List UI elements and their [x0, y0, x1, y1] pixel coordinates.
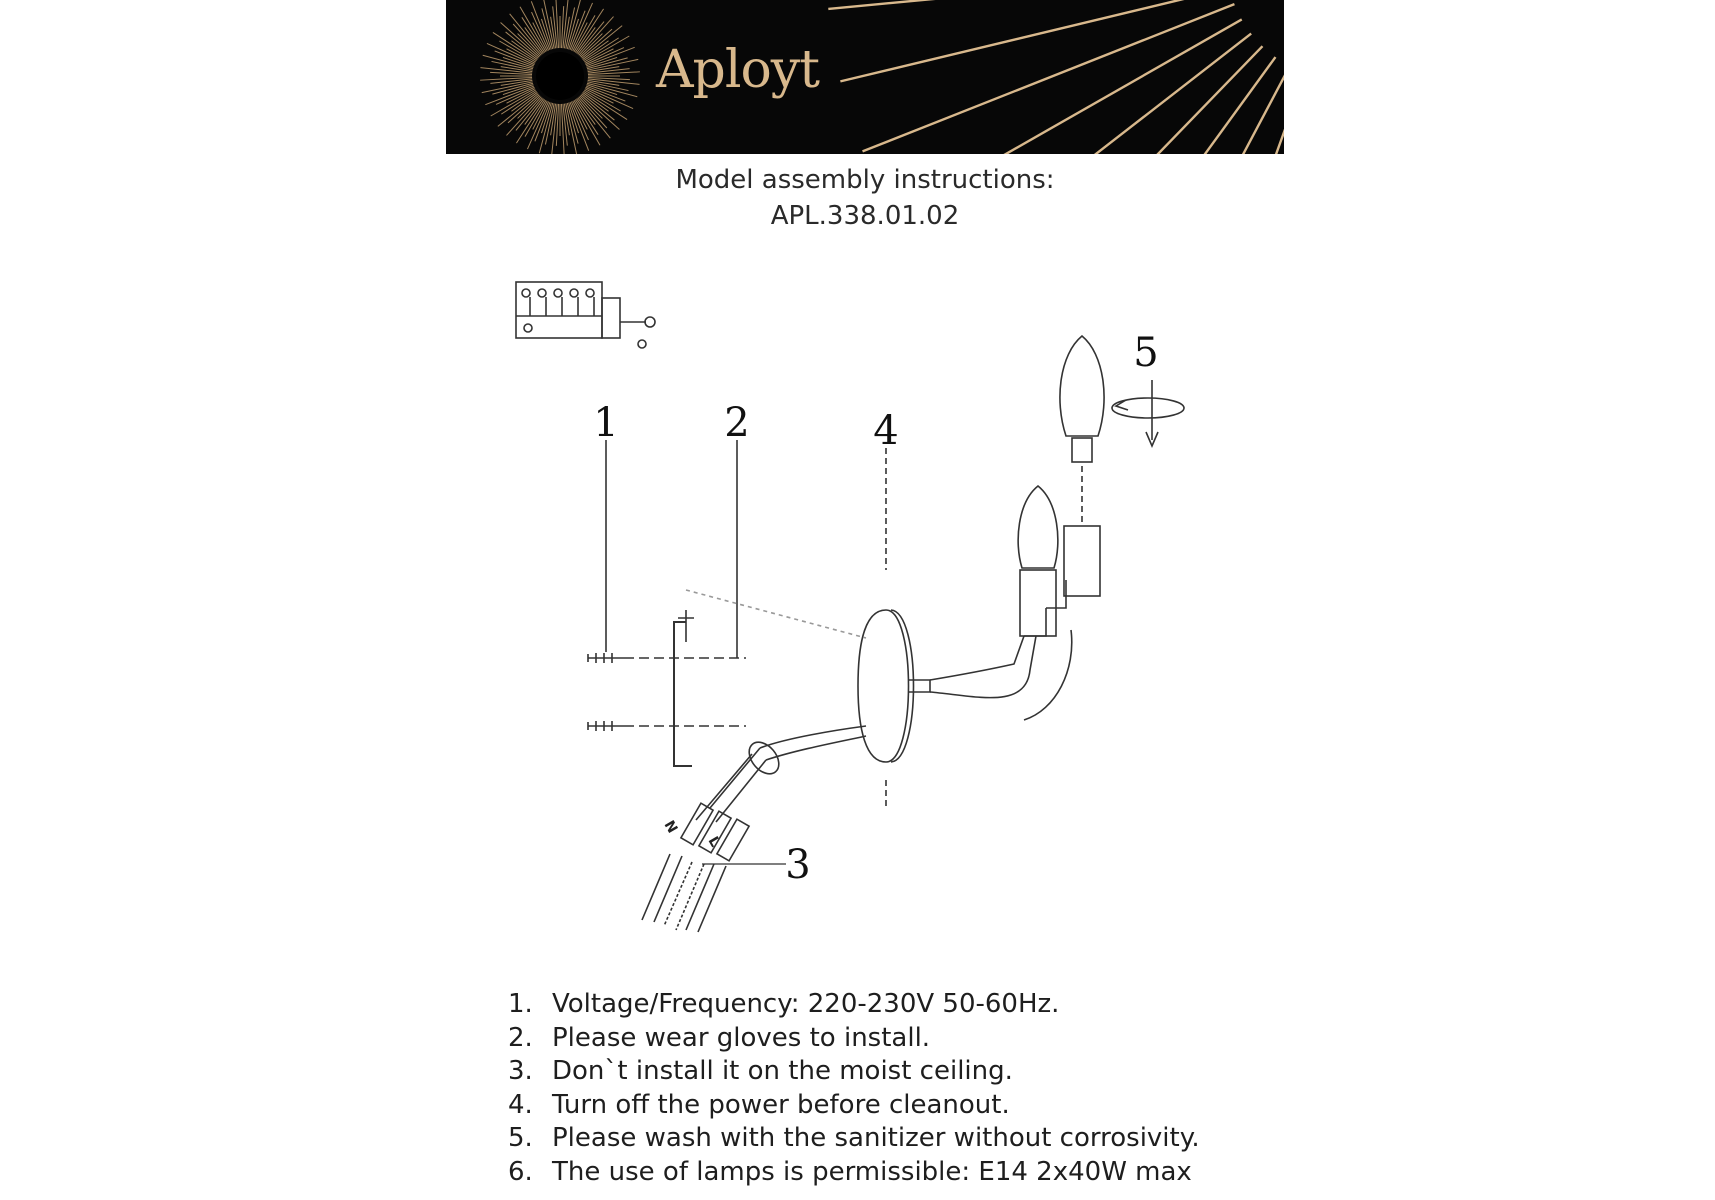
candle-bulb	[1018, 486, 1058, 568]
callout-4: 4	[873, 408, 899, 454]
sun-core	[536, 52, 584, 100]
callout-3: 3	[785, 842, 811, 888]
lamp-arm	[930, 636, 1024, 680]
sun-ray	[581, 29, 612, 57]
sun-ray	[513, 24, 541, 55]
sun-ray	[935, 34, 1251, 154]
sun-ray	[567, 0, 580, 49]
terminal-block-icon	[516, 282, 655, 348]
sun-ray	[579, 97, 607, 128]
lamp-socket	[1064, 526, 1100, 596]
callout-5: 5	[1133, 330, 1159, 376]
cable	[760, 726, 866, 748]
bulb-base	[1072, 438, 1092, 462]
sun-ray	[1170, 73, 1284, 154]
brand-banner	[446, 0, 1284, 154]
sun-ray	[828, 0, 1226, 9]
sun-ray	[840, 0, 1229, 81]
wire-label-l: L	[704, 834, 723, 850]
sun-ray	[894, 19, 1241, 154]
brand-logo-text: Aployt	[656, 40, 820, 100]
arm-connector	[908, 680, 930, 692]
model-number: APL.338.01.02	[770, 201, 960, 231]
lamp-socket	[1020, 570, 1056, 636]
wall-plate	[858, 610, 914, 762]
sun-ray	[539, 103, 552, 153]
note-item: 2. Please wear gloves to install.	[508, 1022, 931, 1053]
wire-n	[642, 854, 682, 922]
screw-icon	[588, 721, 624, 731]
sun-ray	[483, 55, 533, 68]
wire-label-n: N	[660, 818, 681, 837]
candle-bulb	[1060, 336, 1104, 436]
screw-icon	[588, 653, 624, 663]
sun-ray	[508, 95, 539, 123]
note-item: 1. Voltage/Frequency: 220-230V 50-60Hz.	[508, 989, 1060, 1019]
note-item: 4. Turn off the power before cleanout.	[508, 1089, 1010, 1120]
sunburst-graphic	[446, 0, 1284, 154]
sun-ray	[984, 46, 1262, 154]
assembly-diagram	[446, 250, 1266, 940]
note-item: 5. Please wash with the sanitizer without corrosivity.	[508, 1123, 1200, 1153]
sun-ray	[587, 83, 637, 96]
safety-notes-list	[508, 988, 1200, 1189]
page-title	[446, 162, 1284, 234]
rotate-arrow-icon	[1112, 380, 1184, 446]
wire-l	[686, 864, 726, 932]
wire-earth	[664, 862, 704, 930]
mounting-bracket	[674, 622, 692, 766]
callout-2: 2	[724, 400, 750, 446]
callout-1: 1	[593, 400, 619, 446]
title-line-1: Model assembly instructions:	[675, 165, 1055, 195]
note-item: 3. Don`t install it on the moist ceiling.	[508, 1056, 1013, 1086]
note-item: 6. The use of lamps is permissible: E14 2x40W max	[508, 1156, 1192, 1187]
